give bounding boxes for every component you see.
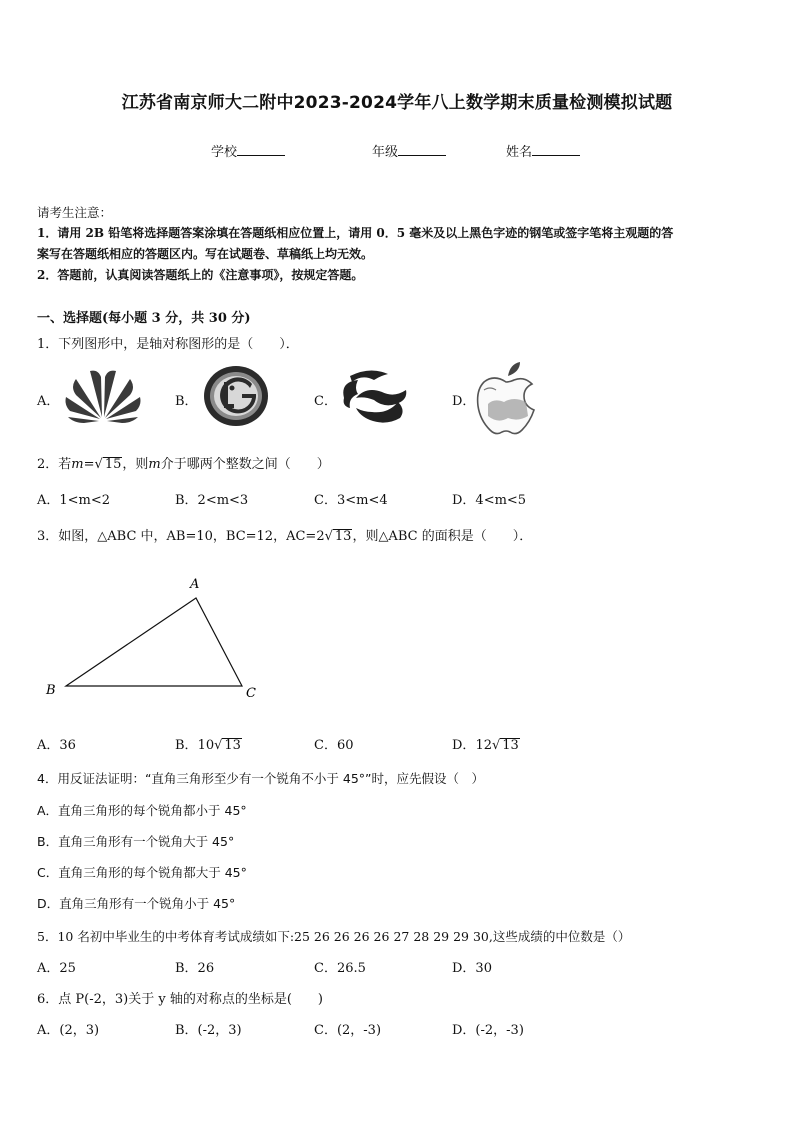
q3-stem-suffix: ，则△ABC 的面积是（ ）． xyxy=(352,529,533,544)
notice-line-2: 2．答题前，认真阅读答题纸上的《注意事项》，按规定答题。 xyxy=(37,268,364,282)
vertex-a-label: A xyxy=(190,577,200,592)
q3-option-c: C．60 xyxy=(314,738,354,753)
q3-option-d-coef: 12 xyxy=(475,738,492,753)
q6-stem: 6．点 P(-2，3)关于 y 轴的对称点的坐标是( ) xyxy=(37,992,323,1007)
q2-radicand: 15 xyxy=(104,457,122,472)
q2-stem-prefix: 2．若 xyxy=(37,457,72,472)
q4-stem: 4．用反证法证明：“直角三角形至少有一个锐角不小于 45°”时，应先假设（ ） xyxy=(37,771,485,786)
school-label: 学校 xyxy=(211,145,238,160)
q5-option-a: A．25 xyxy=(37,961,76,976)
sqrt-icon: √ xyxy=(94,457,103,472)
huawei-logo-icon xyxy=(62,367,144,429)
q2-eq: = xyxy=(83,457,95,472)
q4-option-a: A．直角三角形的每个锐角都小于 45° xyxy=(37,803,247,818)
swirl-logo-icon xyxy=(336,368,416,430)
q3-option-b-coef: 10 xyxy=(197,738,215,753)
q3-option-d-prefix: D． xyxy=(452,738,476,753)
q3-stem-prefix: 3．如图，△ABC 中，AB=10，BC=12，AC= xyxy=(37,529,317,544)
q2-var-2: m xyxy=(148,457,161,472)
sqrt-icon: √ xyxy=(214,738,223,753)
sqrt-icon: √ xyxy=(324,529,333,544)
lg-logo-icon xyxy=(202,364,270,432)
q4-option-c: C．直角三角形的每个锐角都大于 45° xyxy=(37,865,247,880)
q1-label-d: D． xyxy=(452,394,476,409)
q3-option-b-prefix: B． xyxy=(175,738,198,753)
q3-option-d-rad: 13 xyxy=(502,738,519,753)
vertex-b-label: B xyxy=(46,683,56,698)
q6-option-a: A．(2，3) xyxy=(37,1023,100,1038)
q5-option-b: B．26 xyxy=(175,961,215,976)
sqrt-icon: √ xyxy=(491,738,501,753)
school-blank xyxy=(237,143,285,156)
q2-stem-suffix: ，则 xyxy=(122,457,149,472)
name-label: 姓名 xyxy=(506,145,533,160)
name-blank xyxy=(532,143,580,156)
q5-stem: 5．10 名初中毕业生的中考体育考试成绩如下:25 26 26 26 26 27 28 29 29 30,这些成绩的中位数是（） xyxy=(37,929,631,944)
grade-label: 年级 xyxy=(372,145,399,160)
q2-var: m xyxy=(71,457,84,472)
q3-option-b xyxy=(175,734,242,753)
q3-coef: 2 xyxy=(316,529,325,544)
vertex-c-label: C xyxy=(246,686,256,701)
q4-option-d: D．直角三角形有一个锐角小于 45° xyxy=(37,896,236,911)
q4-option-b: B．直角三角形有一个锐角大于 45° xyxy=(37,834,235,849)
q1-label-c: C． xyxy=(314,394,337,409)
q6-option-b: B．(-2，3) xyxy=(175,1023,242,1038)
q2-option-d: D．4<m<5 xyxy=(452,493,527,508)
q2-option-c: C．3<m<4 xyxy=(314,493,388,508)
section-heading: 一、选择题(每小题 3 分，共 30 分) xyxy=(37,311,251,326)
page-title: 江苏省南京师大二附中2023-2024学年八上数学期末质量检测模拟试题 xyxy=(121,93,673,113)
q5-option-c: C．26.5 xyxy=(314,961,366,976)
notice-line-1b: 案写在答题纸相应的答题区内。写在试题卷、草稿纸上均无效。 xyxy=(37,247,374,261)
grade-field xyxy=(372,141,446,160)
q6-option-c: C．(2，-3) xyxy=(314,1023,382,1038)
q6-option-d: D．(-2，-3) xyxy=(452,1023,524,1038)
q2-stem xyxy=(37,453,330,472)
triangle-figure xyxy=(40,570,280,714)
name-field xyxy=(506,141,580,160)
q3-option-d xyxy=(452,734,520,753)
school-field xyxy=(211,141,285,160)
q2-option-b: B．2<m<3 xyxy=(175,493,249,508)
q2-stem-tail: 介于哪两个整数之间（ ） xyxy=(160,457,330,472)
notice-heading: 请考生注意： xyxy=(37,205,113,220)
grade-blank xyxy=(398,143,446,156)
q2-option-a: A．1<m<2 xyxy=(37,493,111,508)
triangle-abc xyxy=(66,598,242,686)
apple-logo-icon xyxy=(474,360,538,442)
q1-label-b: B． xyxy=(175,394,198,409)
q3-stem xyxy=(37,525,532,544)
q1-label-a: A． xyxy=(37,394,60,409)
q5-option-d: D．30 xyxy=(452,961,492,976)
q3-radicand: 13 xyxy=(334,529,352,544)
notice-line-1: 1．请用 2B 铅笔将选择题答案涂填在答题纸相应位置上，请用 0．5 毫米及以上黑色字迹的钢笔或签字笔将主观题的答 xyxy=(37,226,674,240)
q3-option-b-rad: 13 xyxy=(224,738,241,753)
q3-option-a: A．36 xyxy=(37,738,76,753)
q1-stem: 1．下列图形中，是轴对称图形的是（ ）． xyxy=(37,337,299,352)
